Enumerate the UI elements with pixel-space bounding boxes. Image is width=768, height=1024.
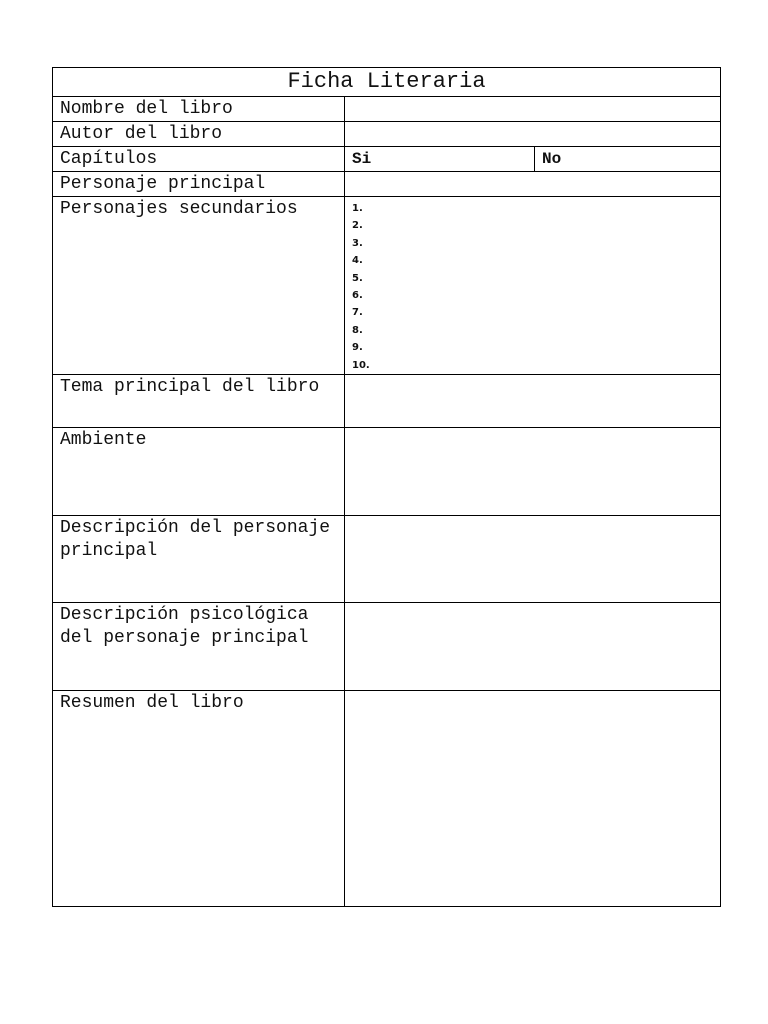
field-personajes-secundarios[interactable]	[345, 197, 721, 375]
secundarios-list	[345, 200, 720, 374]
label-autor-libro: Autor del libro	[53, 122, 345, 147]
label-personajes-secundarios: Personajes secundarios	[53, 197, 345, 375]
label-ambiente: Ambiente	[53, 428, 345, 516]
field-personaje-principal[interactable]	[345, 172, 721, 197]
list-item: 10.	[352, 359, 370, 371]
list-item: 6.	[352, 290, 363, 302]
list-item: 1.	[352, 203, 363, 214]
list-item: 7.	[352, 307, 363, 319]
field-nombre-libro[interactable]	[345, 97, 721, 122]
field-descripcion-personaje[interactable]	[345, 516, 721, 603]
list-item: 3.	[352, 237, 363, 249]
list-item: 5.	[352, 272, 363, 284]
capitulos-si-option[interactable]: Si	[345, 147, 535, 172]
field-resumen-libro[interactable]	[345, 691, 721, 907]
list-item: 2.	[352, 220, 363, 232]
ficha-literaria-table	[52, 67, 721, 907]
field-ambiente[interactable]	[345, 428, 721, 516]
field-descripcion-psicologica[interactable]	[345, 603, 721, 691]
label-descripcion-psicologica: Descripción psicológica del personaje principal	[53, 603, 345, 691]
label-resumen-libro: Resumen del libro	[53, 691, 345, 907]
label-descripcion-personaje: Descripción del personaje principal	[53, 516, 345, 603]
list-item: 9.	[352, 342, 363, 354]
label-personaje-principal: Personaje principal	[53, 172, 345, 197]
form-title: Ficha Literaria	[53, 68, 721, 97]
capitulos-no-option[interactable]: No	[535, 147, 721, 172]
label-nombre-libro: Nombre del libro	[53, 97, 345, 122]
list-item: 4.	[352, 255, 363, 267]
field-autor-libro[interactable]	[345, 122, 721, 147]
label-capitulos: Capítulos	[53, 147, 345, 172]
field-tema-principal[interactable]	[345, 375, 721, 428]
list-item: 8.	[352, 324, 363, 336]
label-tema-principal: Tema principal del libro	[53, 375, 345, 428]
